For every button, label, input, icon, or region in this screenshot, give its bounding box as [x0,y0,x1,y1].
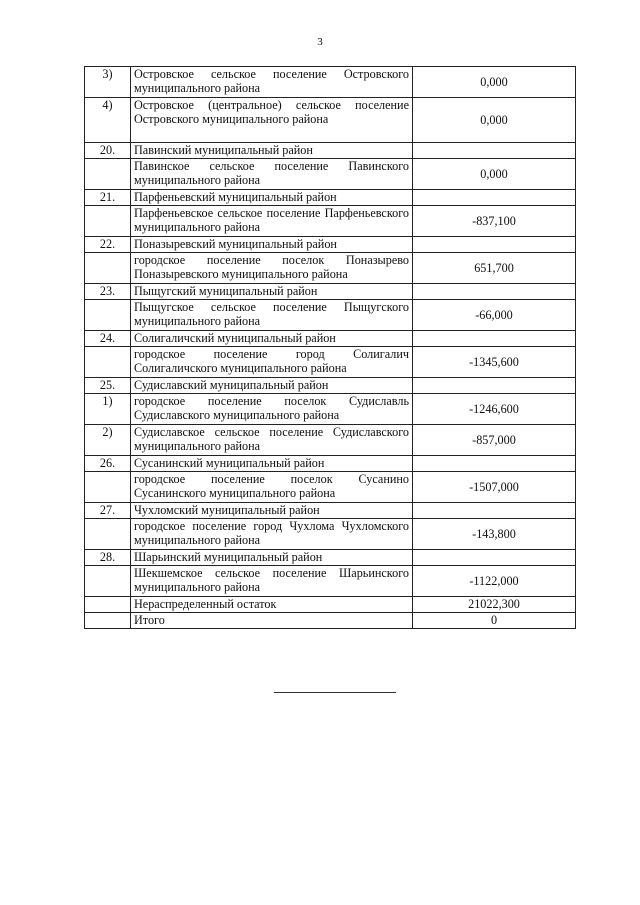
row-value-cell: -1246,600 [413,394,576,425]
row-number-cell: 28. [85,550,131,566]
table-row [85,98,576,143]
row-name-cell: городское поселение город Чухлома Чухломского муниципального района [131,519,413,550]
row-name-cell: Солигаличский муниципальный район [131,331,413,347]
row-number-cell: 2) [85,425,131,456]
row-name-cell: Павинский муниципальный район [131,143,413,159]
row-value-cell: -857,000 [413,425,576,456]
table-row [85,206,576,237]
row-value-cell [413,378,576,394]
table-row [85,159,576,190]
row-number-cell [85,347,131,378]
row-value-cell: 0,000 [413,67,576,98]
row-number-cell [85,519,131,550]
row-value-cell: -1122,000 [413,566,576,597]
table-row [85,67,576,98]
row-number-cell: 3) [85,67,131,98]
table-row [85,394,576,425]
row-name-cell: городское поселение город Солигалич Солигаличского муниципального района [131,347,413,378]
row-value-cell: 21022,300 [413,597,576,613]
row-value-cell: -143,800 [413,519,576,550]
table-row [85,284,576,300]
row-number-cell: 1) [85,394,131,425]
row-number-cell [85,159,131,190]
row-number-cell [85,206,131,237]
row-number-cell: 24. [85,331,131,347]
table-row [85,143,576,159]
row-number-cell: 26. [85,456,131,472]
page-number: 3 [317,36,323,48]
row-name-cell: Сусанинский муниципальный район [131,456,413,472]
table-row [85,190,576,206]
row-value-cell [413,456,576,472]
row-name-cell: Пыщугский муниципальный район [131,284,413,300]
table-row [85,253,576,284]
row-name-cell: городское поселение поселок Судиславль Судиславского муниципального района [131,394,413,425]
row-name-cell: городское поселение поселок Поназырево Поназыревского муниципального района [131,253,413,284]
table-row [85,613,576,629]
row-name-cell: Итого [131,613,413,629]
closing-rule [274,692,396,693]
row-value-cell: -66,000 [413,300,576,331]
row-value-cell [413,331,576,347]
table-row [85,550,576,566]
row-value-cell: 0,000 [413,159,576,190]
row-number-cell [85,566,131,597]
row-name-cell: Островское сельское поселение Островского муниципального района [131,67,413,98]
row-number-cell: 4) [85,98,131,143]
row-value-cell [413,190,576,206]
budget-table [84,66,576,629]
row-name-cell: Островское (центральное) сельское поселение Островского муниципального района [131,98,413,143]
row-value-cell: -1345,600 [413,347,576,378]
budget-table-body [85,67,576,629]
row-number-cell: 22. [85,237,131,253]
row-name-cell: Парфеньевское сельское поселение Парфеньевского муниципального района [131,206,413,237]
table-row [85,331,576,347]
table-row [85,300,576,331]
row-name-cell: Судиславское сельское поселение Судиславского муниципального района [131,425,413,456]
row-value-cell: -837,100 [413,206,576,237]
table-row [85,566,576,597]
row-number-cell: 23. [85,284,131,300]
table-row [85,456,576,472]
row-number-cell [85,613,131,629]
row-value-cell: 0 [413,613,576,629]
row-name-cell: Шарьинский муниципальный район [131,550,413,566]
row-number-cell [85,253,131,284]
row-name-cell: городское поселение поселок Сусанино Сусанинского муниципального района [131,472,413,503]
table-row [85,472,576,503]
table-row [85,347,576,378]
row-number-cell: 21. [85,190,131,206]
row-number-cell [85,597,131,613]
row-value-cell [413,284,576,300]
row-number-cell: 25. [85,378,131,394]
table-row [85,519,576,550]
table-row [85,237,576,253]
row-name-cell: Шекшемское сельское поселение Шарьинского муниципального района [131,566,413,597]
row-name-cell: Чухломский муниципальный район [131,503,413,519]
row-number-cell: 27. [85,503,131,519]
row-name-cell: Нераспределенный остаток [131,597,413,613]
row-value-cell [413,550,576,566]
row-name-cell: Парфеньевский муниципальный район [131,190,413,206]
row-value-cell [413,237,576,253]
row-value-cell: 651,700 [413,253,576,284]
row-value-cell [413,143,576,159]
row-name-cell: Павинское сельское поселение Павинского муниципального района [131,159,413,190]
table-row [85,597,576,613]
table-row [85,503,576,519]
row-number-cell [85,300,131,331]
row-number-cell [85,472,131,503]
row-name-cell: Пыщугское сельское поселение Пыщугского муниципального района [131,300,413,331]
table-row [85,425,576,456]
table-row [85,378,576,394]
row-name-cell: Поназыревский муниципальный район [131,237,413,253]
row-value-cell: 0,000 [413,98,576,143]
row-value-cell: -1507,000 [413,472,576,503]
row-number-cell: 20. [85,143,131,159]
row-value-cell [413,503,576,519]
row-name-cell: Судиславский муниципальный район [131,378,413,394]
